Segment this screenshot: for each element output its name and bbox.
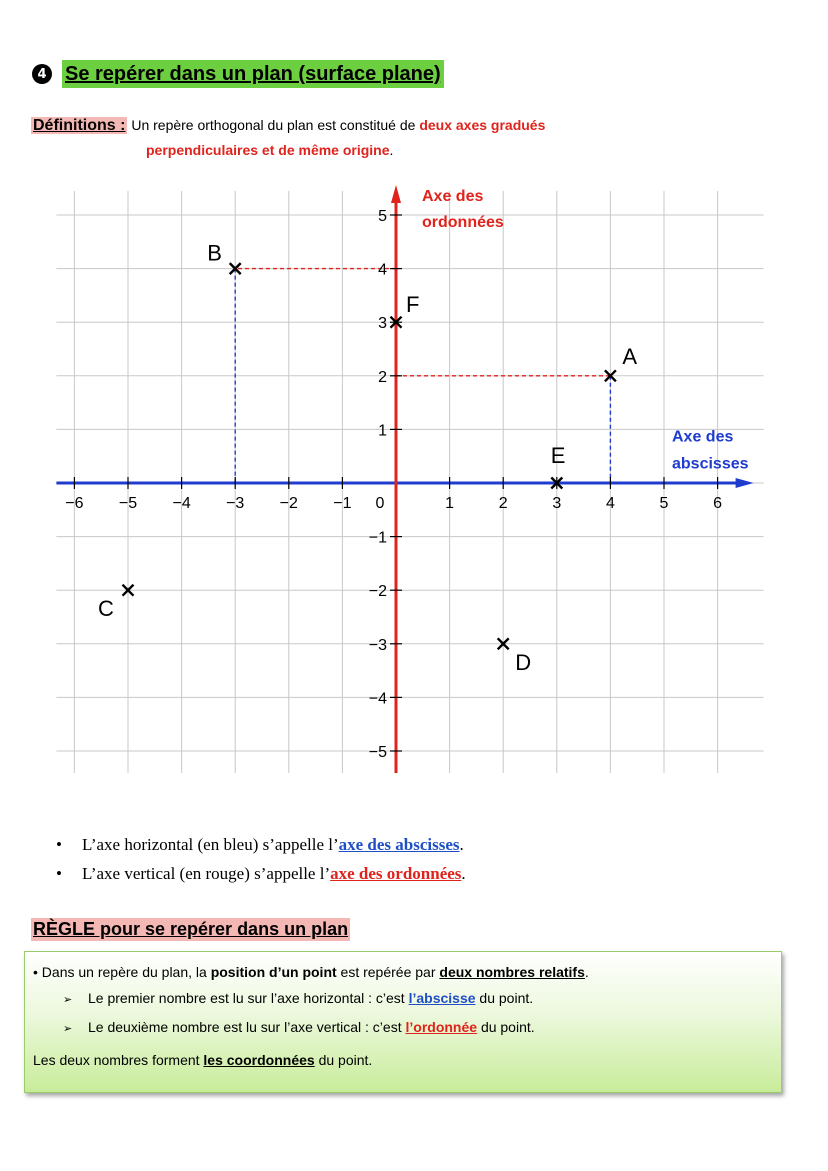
y-axis-title: ordonnées — [422, 214, 504, 231]
definitions-highlight-2: perpendiculaires et de même origine — [146, 142, 390, 158]
y-axis-title: Axe des — [422, 188, 484, 205]
x-tick-label: 5 — [659, 495, 669, 512]
x-tick-label: −4 — [172, 495, 191, 512]
y-tick-label: 5 — [378, 208, 387, 225]
definitions-text: Un repère orthogonal du plan est constitué de — [131, 117, 416, 133]
point-label-d: D — [515, 649, 532, 675]
x-tick-label: −6 — [65, 495, 84, 512]
x-axis-arrow-icon — [736, 478, 754, 488]
rule-sub-2 — [33, 1013, 773, 1042]
x-tick-label: −1 — [333, 495, 352, 512]
x-tick-label: −3 — [226, 495, 245, 512]
rule-sub1-start: Le premier nombre est lu sur l’axe horizontal : c’est — [88, 990, 405, 1006]
y-tick-label: −3 — [368, 636, 387, 654]
rule-last-end: du point. — [318, 1052, 373, 1068]
bullet-text: L’axe vertical (en rouge) s’appelle l’ — [82, 864, 331, 883]
arrow-bullet-icon: ➢ — [63, 993, 73, 1006]
definitions-end: . — [389, 142, 394, 158]
rule-line1-end: . — [584, 964, 589, 980]
section-title: Se repérer dans un plan (surface plane) — [62, 60, 444, 88]
x-axis-title: Axe des — [672, 428, 734, 446]
rule-line1-mid: est repérée par — [340, 964, 436, 980]
rule-last-start: Les deux nombres forment — [33, 1052, 200, 1068]
point-label-c: C — [98, 596, 114, 622]
y-tick-label: −2 — [368, 583, 387, 601]
point-label-f: F — [406, 292, 420, 318]
rule-box — [24, 951, 782, 1093]
definitions-highlight-1: deux axes gradués — [419, 117, 546, 133]
definitions-label: Définitions : — [33, 117, 126, 134]
bullet-dot-icon: • — [56, 864, 62, 883]
rule-sub2-end: du point. — [480, 1019, 535, 1035]
origin-label: 0 — [375, 495, 385, 512]
bullet-term-abscisses: axe des abscisses — [338, 835, 460, 854]
bullet-end: . — [461, 864, 466, 883]
bullet-text: L’axe horizontal (en bleu) s’appelle l’ — [82, 835, 339, 854]
point-label-b: B — [207, 240, 222, 266]
y-tick-label: −5 — [368, 744, 387, 761]
rule-title: RÈGLE pour se repérer dans un plan — [33, 919, 349, 939]
rule-line1-start: Dans un repère du plan, la — [41, 964, 207, 980]
rule-sub-1 — [33, 984, 773, 1013]
x-tick-label: 4 — [605, 495, 615, 512]
x-tick-label: −5 — [118, 495, 138, 512]
y-axis-arrow-icon — [391, 185, 401, 203]
rule-last-line — [33, 1048, 773, 1072]
y-tick-label: 1 — [378, 422, 387, 440]
rule-sub1-term: l’abscisse — [408, 990, 476, 1006]
rule-sub1-end: du point. — [479, 990, 534, 1006]
rule-sub2-term: l’ordonnée — [405, 1019, 478, 1035]
axis-bullets — [56, 830, 466, 888]
rule-line-1 — [33, 960, 773, 984]
bullet-dot-icon: • — [56, 835, 62, 854]
y-tick-label: 3 — [378, 315, 387, 333]
bullet-item — [56, 859, 466, 888]
point-label-a: A — [622, 343, 638, 369]
rule-line1-bold: position d’un point — [210, 964, 337, 980]
section-number-badge: 4 — [32, 64, 52, 84]
x-tick-label: 1 — [445, 495, 455, 512]
x-tick-label: −2 — [279, 495, 298, 512]
x-tick-label: 2 — [498, 495, 508, 512]
arrow-bullet-icon: ➢ — [63, 1022, 73, 1035]
x-tick-label: 3 — [552, 495, 562, 512]
rule-line1-under: deux nombres relatifs — [439, 964, 585, 980]
rule-last-under: les coordonnées — [203, 1052, 315, 1068]
rule-sub2-start: Le deuxième nombre est lu sur l’axe vertical : c’est — [88, 1019, 402, 1035]
y-tick-label: 4 — [378, 261, 387, 279]
bullet-term-ordonnees: axe des ordonnées — [330, 864, 462, 883]
y-tick-label: −4 — [368, 690, 387, 708]
y-tick-label: −1 — [368, 529, 387, 547]
x-axis-title: abscisses — [672, 455, 749, 473]
bullet-item — [56, 830, 466, 859]
y-tick-label: 2 — [378, 368, 387, 386]
bullet-end: . — [459, 835, 464, 854]
x-tick-label: 6 — [713, 495, 723, 512]
bullet-dot-icon: • — [33, 964, 38, 980]
point-label-e: E — [550, 443, 566, 468]
